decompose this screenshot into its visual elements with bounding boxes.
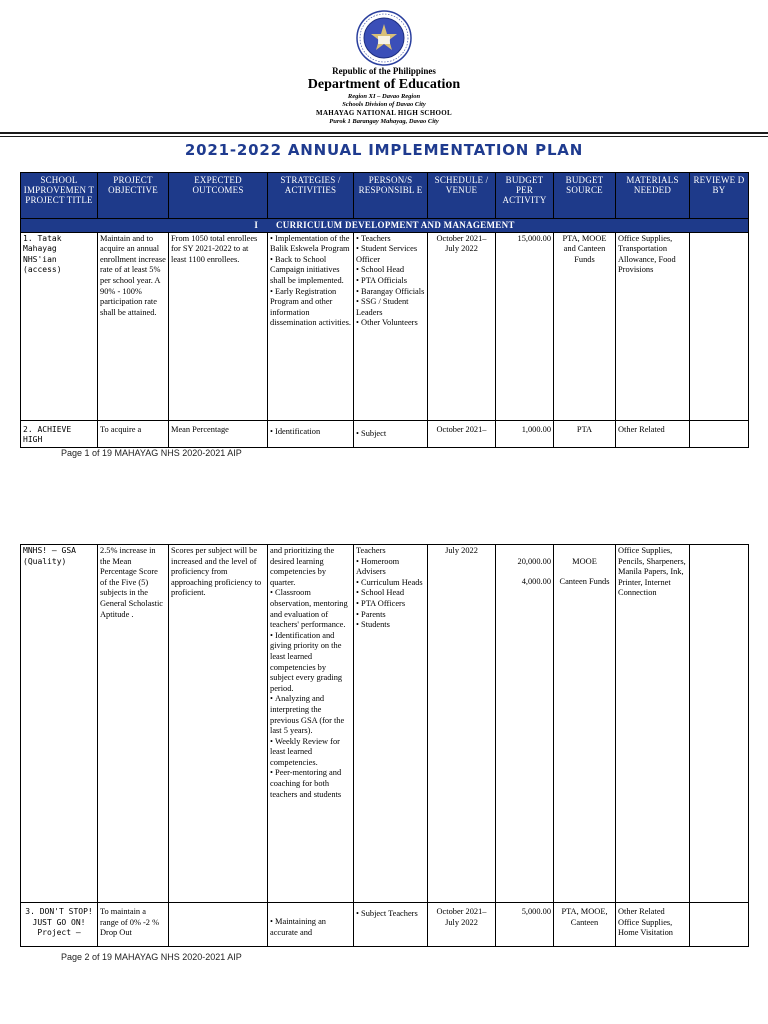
school-address: Purok 1 Barangay Mahayag, Davao City — [329, 118, 439, 125]
budget: 1,000.00 — [496, 420, 554, 447]
list-item: • Analyzing and interpreting the previous GSA (for the last 5 years). — [270, 694, 351, 736]
project-objective: To maintain a range of 0% -2 % Drop Out — [98, 903, 169, 947]
list-item: • Implementation of the Balik Eskwela Program — [270, 234, 351, 255]
persons-responsible — [354, 903, 428, 947]
budget: 5,000.00 — [496, 903, 554, 947]
division-line: Schools Division of Davao City — [342, 101, 426, 108]
list-item: • Classroom observation, mentoring and evaluation of teachers' performance. — [270, 588, 351, 630]
page-1 — [0, 0, 768, 472]
list-item: • Students — [356, 620, 425, 631]
project-objective: 2.5% increase in the Mean Percentage Score of the Five (5) subjects in the General Scholastic Aptitude . — [98, 545, 169, 903]
list-item: • Student Services Officer — [356, 244, 425, 265]
list-item: • PTA Officials — [356, 276, 425, 287]
expected-outcomes: Mean Percentage — [169, 420, 268, 447]
list-item: • PTA Officers — [356, 599, 425, 610]
col-header: EXPECTED OUTCOMES — [169, 173, 268, 219]
strategies — [268, 903, 354, 947]
project-objective: Maintain and to acquire an annual enrollment increase rate of at least 5% per school year. A 90% - 100% participation rate shall be attained. — [98, 232, 169, 420]
reviewed-by — [690, 903, 749, 947]
col-header: BUDGET PER ACTIVITY — [496, 173, 554, 219]
list-item: • Barangay Officials — [356, 287, 425, 298]
expected-outcomes: Scores per subject will be increased and the level of proficiency from approaching proficiency to proficient. — [169, 545, 268, 903]
page-gap — [0, 472, 768, 540]
persons-responsible — [354, 232, 428, 420]
reviewed-by — [690, 420, 749, 447]
strategies — [268, 420, 354, 447]
aip-table-page-2 — [20, 544, 749, 947]
col-header: SCHEDULE / VENUE — [428, 173, 496, 219]
strategy-continued: and prioritizing the desired learning competencies by quarter. — [270, 546, 335, 587]
budget-source: PTA, MOOE and Canteen Funds — [554, 232, 616, 420]
page-title: 2021-2022 ANNUAL IMPLEMENTATION PLAN — [184, 141, 584, 159]
schedule: July 2022 — [428, 545, 496, 903]
budget: 15,000.00 — [496, 232, 554, 420]
region-line: Region XI – Davao Region — [347, 93, 421, 100]
page-footer: Page 2 of 19 MAHAYAG NHS 2020-2021 AIP — [61, 952, 242, 962]
department-name: Department of Education — [307, 77, 461, 92]
table-row — [21, 420, 749, 447]
col-header: SCHOOL IMPROVEMEN T PROJECT TITLE — [21, 173, 98, 219]
reviewed-by — [690, 545, 749, 903]
col-header: STRATEGIES / ACTIVITIES — [268, 173, 354, 219]
col-header: PROJECT OBJECTIVE — [98, 173, 169, 219]
list-item: • Early Registration Program and other information dissemination activities. — [270, 287, 351, 329]
list-item: • Maintaining an accurate and — [270, 917, 351, 938]
strategies — [268, 545, 354, 903]
list-item: • Curriculum Heads — [356, 578, 425, 589]
header-rule-thin — [0, 136, 768, 137]
list-item: • Identification — [270, 427, 351, 438]
list-item: • Subject Teachers — [356, 909, 425, 920]
budget-value: 20,000.00 — [517, 557, 551, 566]
col-header: REVIEWE D BY — [690, 173, 749, 219]
list-item: • Teachers — [356, 234, 425, 245]
project-title: 1. Tatak Mahayag NHS'ian (access) — [21, 232, 98, 420]
list-item: • Weekly Review for least learned competencies. — [270, 737, 351, 769]
source-value: MOOE — [572, 557, 597, 566]
school-name: MAHAYAG NATIONAL HIGH SCHOOL — [316, 109, 452, 117]
materials-needed: Office Supplies, Pencils, Sharpeners, Manila Papers, Ink, Printer, Internet Connection — [616, 545, 690, 903]
list-item: • Back to School Campaign initiatives shall be implemented. — [270, 255, 351, 287]
list-item: • Peer-mentoring and coaching for both teachers and students — [270, 768, 351, 800]
table-row — [21, 903, 749, 947]
project-title: 2. ACHIEVE HIGH — [21, 420, 98, 447]
col-header: BUDGET SOURCE — [554, 173, 616, 219]
list-item: • Homeroom Advisers — [356, 557, 425, 578]
budget-source — [554, 545, 616, 903]
deped-seal-icon — [356, 10, 412, 66]
materials-needed: Other Related Office Supplies, Home Visitation — [616, 903, 690, 947]
col-header: PERSON/S RESPONSIBL E — [354, 173, 428, 219]
list-item: • Subject — [356, 429, 425, 440]
expected-outcomes: From 1050 total enrollees for SY 2021-2022 to at least 1100 enrollees. — [169, 232, 268, 420]
materials-needed: Other Related — [616, 420, 690, 447]
source-value: Canteen Funds — [559, 576, 610, 586]
table-row — [21, 545, 749, 903]
section-title: I CURRICULUM DEVELOPMENT AND MANAGEMENT — [21, 219, 749, 233]
project-title: 3. DON'T STOP! JUST GO ON! Project – — [21, 903, 98, 947]
schedule: October 2021– July 2022 — [428, 232, 496, 420]
expected-outcomes — [169, 903, 268, 947]
header-row — [21, 173, 749, 219]
table-row — [21, 232, 749, 420]
strategies — [268, 232, 354, 420]
persons-responsible — [354, 420, 428, 447]
aip-table-page-1 — [20, 172, 749, 448]
person-continued: Teachers — [356, 546, 386, 555]
list-item: • School Head — [356, 588, 425, 599]
budget-source: PTA, MOOE, Canteen — [554, 903, 616, 947]
reviewed-by — [690, 232, 749, 420]
schedule: October 2021– — [428, 420, 496, 447]
list-item: • SSG / Student Leaders — [356, 297, 425, 318]
page-2 — [0, 540, 768, 1024]
list-item: • School Head — [356, 265, 425, 276]
header-rule — [0, 132, 768, 134]
project-title: MNHS! – GSA (Quality) — [21, 545, 98, 903]
list-item: • Parents — [356, 610, 425, 621]
project-objective: To acquire a — [98, 420, 169, 447]
schedule: October 2021– July 2022 — [428, 903, 496, 947]
budget — [496, 545, 554, 903]
list-item: • Identification and giving priority on the least learned competencies by subject every grading period. — [270, 631, 351, 695]
budget-value: 4,000.00 — [521, 576, 551, 586]
page-footer: Page 1 of 19 MAHAYAG NHS 2020-2021 AIP — [61, 448, 242, 458]
materials-needed: Office Supplies, Transportation Allowance, Food Provisions — [616, 232, 690, 420]
republic-line: Republic of the Philippines — [332, 66, 436, 76]
col-header: MATERIALS NEEDED — [616, 173, 690, 219]
budget-source: PTA — [554, 420, 616, 447]
list-item: • Other Volunteers — [356, 318, 425, 329]
persons-responsible — [354, 545, 428, 903]
section-row — [21, 219, 749, 233]
